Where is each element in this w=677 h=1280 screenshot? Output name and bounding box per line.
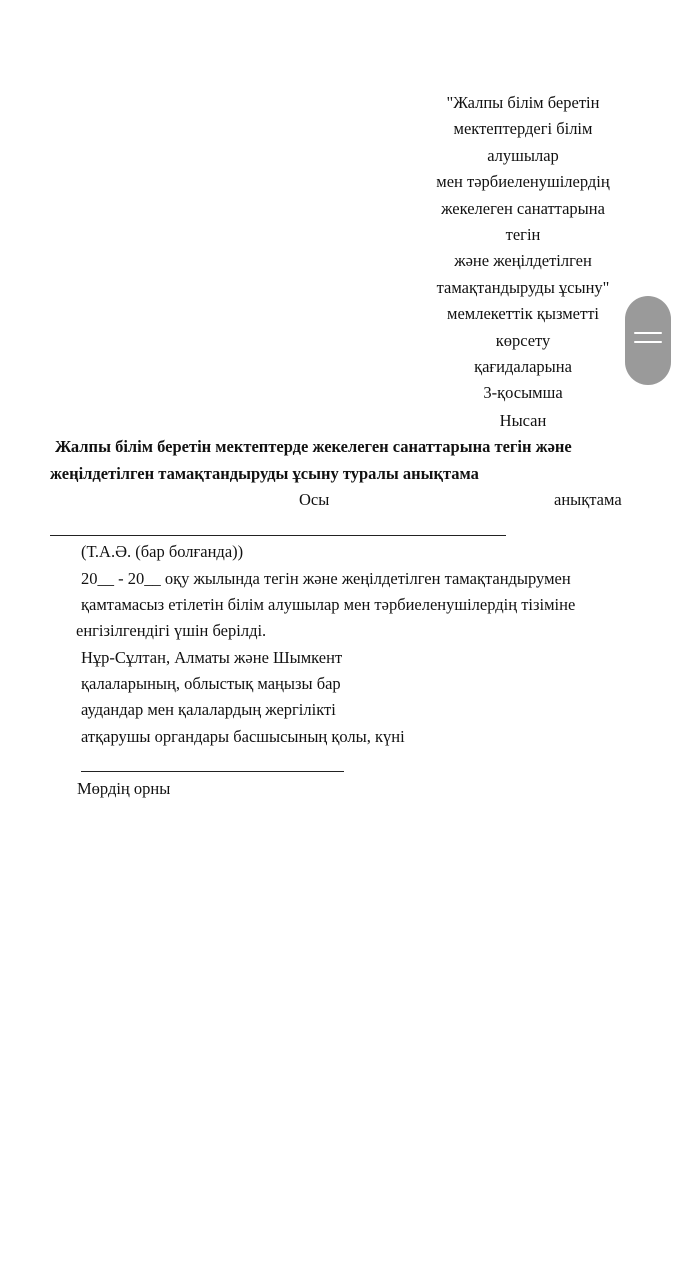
appendix-line: тамақтандыруды ұсыну" xyxy=(436,277,610,297)
body-line: енгізілгендігі үшін берілді. xyxy=(76,621,267,640)
appendix-line: және жеңілдетілген xyxy=(454,251,592,271)
appendix-line: мектептердегі білім xyxy=(453,119,593,139)
body-line: қамтамасыз етілетін білім алушылар мен тәрбиеленушілердің тізіміне xyxy=(81,595,576,614)
name-hint: (Т.А.Ә. (бар болғанда)) xyxy=(81,542,244,561)
appendix-line: жекелеген санаттарына xyxy=(441,198,605,218)
form-label: Нысан xyxy=(499,410,547,430)
appendix-line: "Жалпы білім беретін xyxy=(446,93,600,112)
certificate-word: анықтама xyxy=(554,490,622,509)
name-underline xyxy=(50,535,506,536)
stamp-place: Мөрдің орны xyxy=(77,779,171,798)
appendix-line: көрсету xyxy=(495,330,551,350)
this-word: Осы xyxy=(299,490,330,509)
scroll-handle[interactable] xyxy=(625,296,671,385)
body-line: 20__ - 20__ оқу жылында тегін және жеңілдетілген тамақтандырумен xyxy=(81,569,571,588)
appendix-line: қағидаларына xyxy=(474,357,572,377)
appendix-line: мен тәрбиеленушілердің xyxy=(436,172,610,192)
signature-label-line: атқарушы органдары басшысының қолы, күні xyxy=(81,727,405,746)
signature-label-line: қалаларының, облыстық маңызы бар xyxy=(81,674,341,693)
signature-label-line: Нұр-Сұлтан, Алматы және Шымкент xyxy=(81,648,343,667)
appendix-header xyxy=(418,90,628,434)
signature-label-line: аудандар мен қалалардың жергілікті xyxy=(81,700,336,719)
appendix-line: 3-қосымша xyxy=(483,383,563,403)
appendix-line: алушылар xyxy=(487,145,559,165)
document-title-line1: Жалпы білім беретін мектептерде жекелеген санаттарына тегін және xyxy=(55,437,572,456)
appendix-line: мемлекеттік қызметті xyxy=(447,304,599,324)
document-title-line2: жеңілдетілген тамақтандыруды ұсыну туралы анықтама xyxy=(50,464,479,483)
signature-underline xyxy=(81,771,344,772)
appendix-line: тегін xyxy=(505,225,541,245)
